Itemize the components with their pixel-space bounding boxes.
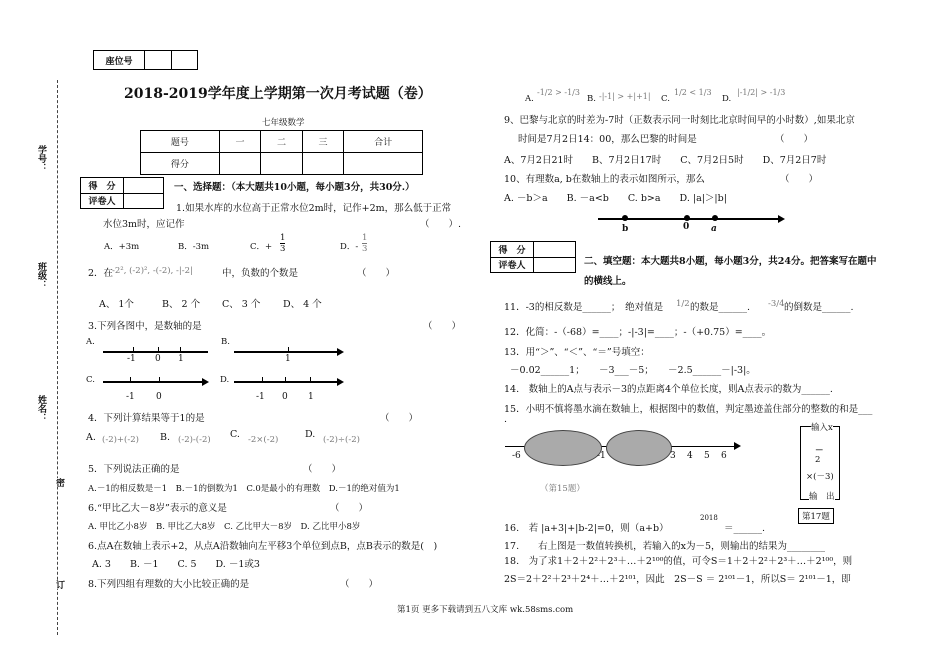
grader-cell[interactable]	[124, 193, 164, 209]
q17-box-two: 2	[815, 455, 821, 465]
q5-text: 5．下列说法正确的是	[88, 464, 180, 475]
q15-label: 4	[687, 451, 693, 461]
q10-options: A. －b＞a B. －a<b C. b>a D. |a|＞|b|	[504, 193, 727, 204]
q1-opt-a[interactable]: A．+3m	[104, 242, 140, 252]
q3-a-tick	[158, 347, 159, 352]
seat-cell[interactable]	[171, 51, 198, 70]
q6-paren: （ ）	[330, 503, 369, 514]
exam-title: 2018-2019学年度上学期第一次月考试题（卷）	[124, 86, 432, 102]
score-row-label: 得分	[141, 153, 220, 175]
q8-paren: （ ）	[340, 579, 379, 590]
q15-arrow	[734, 442, 741, 450]
q13-text: 13．用“＞”、“＜”、“＝”号填空：	[504, 347, 650, 358]
q17-text: 17. 右上图是一数值转换机，若输入的x为－5，则输出的结果为________	[504, 541, 826, 552]
q6-text: 6.“甲比乙大－8岁”表示的意义是	[88, 503, 227, 514]
q3-c-label: -1	[126, 392, 135, 402]
q16-tail: ＝______.	[724, 523, 766, 534]
q15-label: 6	[721, 451, 727, 461]
score-cell[interactable]	[344, 153, 423, 175]
q15-ink-blot-right	[606, 430, 672, 466]
q9-paren: （ ）	[775, 134, 814, 145]
q2-opt-d[interactable]: D、 4 个	[283, 299, 322, 310]
section2-title2: 的横线上。	[584, 276, 632, 287]
q3-b-axis	[234, 351, 338, 353]
q10-point-a	[712, 215, 718, 221]
q3-c-axis	[103, 381, 203, 383]
seat-label: 座位号	[94, 51, 145, 70]
q3-opt-c[interactable]: C.	[86, 375, 95, 385]
q10-label-a: a	[711, 224, 717, 234]
q3-a-label: 0	[155, 354, 161, 364]
q3-opt-d[interactable]: D.	[220, 375, 230, 385]
score-header: 合计	[344, 131, 423, 153]
grader-score-label: 得 分	[491, 242, 534, 258]
q10-label-b: b	[622, 224, 629, 234]
q10-point-0	[684, 215, 690, 221]
q2-text2: 中，负数的个数是	[222, 268, 299, 279]
q4-expr-b: (-2)-(-2)	[178, 435, 211, 445]
score-header: 二	[261, 131, 302, 153]
q9-options: A、7月2日21时 B、7月2日17时 C、7月2日5时 D、7月2日7时	[504, 155, 827, 166]
q3-opt-a[interactable]: A.	[86, 337, 95, 347]
q4-opt-b[interactable]: B.	[160, 432, 171, 443]
q13-text2: －0.02______1； －3___－5； －2.5______－|-3|。	[510, 365, 756, 376]
q3-d-tick	[262, 377, 263, 382]
q3-opt-b[interactable]: B.	[221, 337, 230, 347]
q15-label: 5	[704, 451, 710, 461]
q3-d-label: -1	[256, 392, 265, 402]
q11-text3: 的倒数是______.	[784, 302, 854, 313]
q2-text: 2．在	[88, 268, 114, 279]
q11-text: 11．-3的相反数是______； 绝对值是	[504, 302, 664, 313]
q3-d-tick	[285, 377, 286, 382]
section2-title: 二、填空题：本大题共8小题，每小题3分，共24分。把答案写在题中	[584, 256, 877, 267]
grader-table-2	[490, 241, 576, 273]
q3-text: 3.下列各图中，是数轴的是	[88, 321, 202, 332]
score-cell[interactable]	[261, 153, 302, 175]
grader-cell[interactable]	[534, 242, 576, 258]
q15-caption: （第15题）	[540, 484, 585, 494]
grader-cell[interactable]	[534, 257, 576, 273]
q10-paren: （ ）	[780, 174, 819, 185]
q2-opt-a[interactable]: A、 1个	[99, 299, 134, 310]
q1-opt-d[interactable]: D．-	[340, 242, 359, 252]
seat-cell[interactable]	[145, 51, 172, 70]
name-label: 姓名：	[36, 395, 46, 422]
q15-label: -6	[512, 451, 521, 461]
q8-text: 8.下列四组有理数的大小比较正确的是	[88, 579, 250, 590]
q4-expr-c: -2×(-2)	[248, 435, 279, 445]
q14-text: 14. 数轴上的A点与表示－3的点距离4个单位长度，则A点表示的数为______.	[504, 384, 833, 395]
q4-text: 4．下列计算结果等于1的是	[88, 413, 205, 424]
q17-caption: 第17题	[798, 508, 834, 524]
q8-expr-a: -1/2 > -1/3	[537, 88, 580, 97]
score-cell[interactable]	[302, 153, 343, 175]
q3-c-tick	[159, 377, 160, 382]
q8-expr-d: |-1/2| > -1/3	[737, 88, 786, 97]
q4-opt-c[interactable]: C.	[230, 429, 240, 440]
q3-a-tick	[180, 347, 181, 352]
q4-paren: （ ）	[380, 413, 419, 424]
q17-box-input: 输入x	[811, 423, 833, 433]
score-cell[interactable]	[219, 153, 260, 175]
q17-box-output: 输 出	[809, 492, 835, 502]
q3-a-label: -1	[127, 354, 136, 364]
seat-table	[93, 50, 198, 70]
q17-box-minus: －	[815, 446, 824, 456]
q3-b-arrow	[337, 348, 344, 356]
q3-paren: （ ）	[423, 321, 462, 332]
q2-paren: （ ）	[357, 268, 396, 279]
grader-reviewer-label: 评卷人	[81, 193, 124, 209]
q3-d-label: 0	[282, 392, 288, 402]
score-header: 一	[219, 131, 260, 153]
seal-mark-2: 订	[54, 580, 64, 589]
q8-expr-c: 1/2 < 1/3	[674, 88, 712, 97]
q11-frac1: 1/2	[676, 299, 690, 309]
grader-reviewer-label: 评卷人	[491, 257, 534, 273]
q7-text: 6.点A在数轴上表示+2，从点A沿数轴向左平移3个单位到点B，点B表示的数是( )	[88, 541, 438, 552]
q2-opt-b[interactable]: B、 2 个	[162, 299, 201, 310]
seal-mark-1: 密	[54, 478, 64, 487]
q1-text: 1.如果水库的水位高于正常水位2m时，记作+2m，那么低于正常	[176, 203, 452, 214]
q1-paren: （ ）.	[420, 219, 462, 230]
q3-d-tick	[310, 377, 311, 382]
score-header: 题号	[141, 131, 220, 153]
q3-a-label: 1	[178, 354, 184, 364]
q1-frac-c: 1 3	[280, 233, 286, 254]
score-header: 三	[302, 131, 343, 153]
q2-expr: -2², (-2)², -(-2), -|-2|	[112, 266, 193, 276]
q3-d-arrow	[337, 378, 344, 386]
q12-text: 12．化简：-（-68）=____；-|-3|=____；-（+0.75）=____。	[504, 327, 772, 338]
q4-expr-a: (-2)+(-2)	[102, 435, 139, 445]
q9-text: 9、巴黎与北京的时差为-7时（正数表示同一时刻比北京时间早的小时数）,如果北京	[504, 115, 855, 126]
q11-text2: 的数是______.	[690, 302, 760, 313]
q3-b-label: 1	[285, 354, 291, 364]
q15-dot: .	[504, 414, 508, 425]
q15-label: -1	[597, 451, 606, 461]
exam-subtitle: 七年级数学	[262, 118, 305, 128]
q5-options: A.－1的相反数是－1 B.－1的倒数为1 C.0是最小的有理数 D.－1的绝对值为1	[88, 484, 400, 494]
q9-text2: 时间是7月2日14：00，那么巴黎的时间是	[518, 134, 697, 145]
q8-opt-c[interactable]: C.	[661, 94, 670, 104]
page-footer: 第1页 更多下载请到五八文库 wk.58sms.com	[397, 605, 574, 615]
score-table	[140, 130, 423, 175]
q11-frac2: -3/4	[768, 299, 785, 309]
q8-opt-b[interactable]: B.	[587, 94, 596, 104]
q10-label-0: 0	[683, 222, 690, 232]
grader-cell[interactable]	[124, 178, 164, 194]
q3-d-label: 1	[308, 392, 314, 402]
q3-a-tick	[133, 347, 134, 352]
q3-c-label: 0	[156, 392, 162, 402]
q10-arrow	[778, 215, 785, 223]
q1-opt-b[interactable]: B．-3m	[178, 242, 210, 252]
q8-opt-a[interactable]: A.	[525, 94, 534, 104]
q1-frac-d: 1 3	[362, 233, 368, 254]
q6-options: A. 甲比乙小8岁 B. 甲比乙大8岁 C. 乙比甲大－8岁 D. 乙比甲小8岁	[88, 522, 361, 532]
q17-box-mult: ×(－3)	[806, 472, 834, 482]
q3-a-axis	[103, 351, 208, 353]
q16-exponent: 2018	[700, 514, 718, 522]
q2-opt-c[interactable]: C、 3 个	[222, 299, 261, 310]
q10-point-b	[622, 215, 628, 221]
q15-label: 3	[670, 451, 676, 461]
q3-c-arrow	[202, 378, 209, 386]
q4-opt-a[interactable]: A.	[86, 432, 96, 443]
grader-table-1	[80, 177, 164, 209]
q4-opt-d[interactable]: D.	[305, 429, 316, 440]
q10-text: 10、有理数a, b在数轴上的表示如图所示，那么	[504, 174, 705, 185]
section1-title: 一、选择题：（本大题共10小题，每小题3分，共30分.）	[174, 182, 415, 193]
q16-text: 16. 若 |a+3|+|b-2|=0，则（a+b）	[504, 523, 669, 534]
q4-expr-d: (-2)÷(-2)	[323, 435, 360, 445]
q8-opt-d[interactable]: D.	[722, 94, 732, 104]
q1-opt-c[interactable]: C．+	[250, 242, 273, 252]
q3-c-tick	[130, 377, 131, 382]
q5-paren: （ ）	[303, 464, 342, 475]
grader-score-label: 得 分	[81, 178, 124, 194]
q1-text2: 水位3m时，应记作	[103, 219, 185, 230]
q3-b-tick	[288, 347, 289, 352]
q15-text: 15．小明不慎将墨水滴在数轴上，根据图中的数值，判定墨迹盖住部分的整数的和是___	[504, 404, 873, 415]
q3-d-axis	[234, 381, 338, 383]
q8-expr-b: -|-1| > +|+1|	[599, 92, 651, 101]
student-no-label: 学号：	[36, 145, 46, 172]
q15-ink-blot-left	[524, 430, 602, 466]
class-label: 班级：	[36, 262, 46, 289]
q7-options: A. 3 B. －1 C. 5 D. －1或3	[92, 559, 260, 570]
binding-line	[57, 80, 58, 635]
q18-text2: 2S＝2＋2²＋2³＋2⁴＋…＋2¹⁰¹，因此 2S－S ＝ 2¹⁰¹－1，所以S＝ 2¹⁰¹－1，即	[504, 574, 851, 585]
q18-text: 18. 为了求1＋2＋2²＋2³＋…＋2¹⁰⁰的值，可令S＝1＋2＋2²＋2³＋…＋2¹⁰⁰，则	[504, 556, 853, 567]
